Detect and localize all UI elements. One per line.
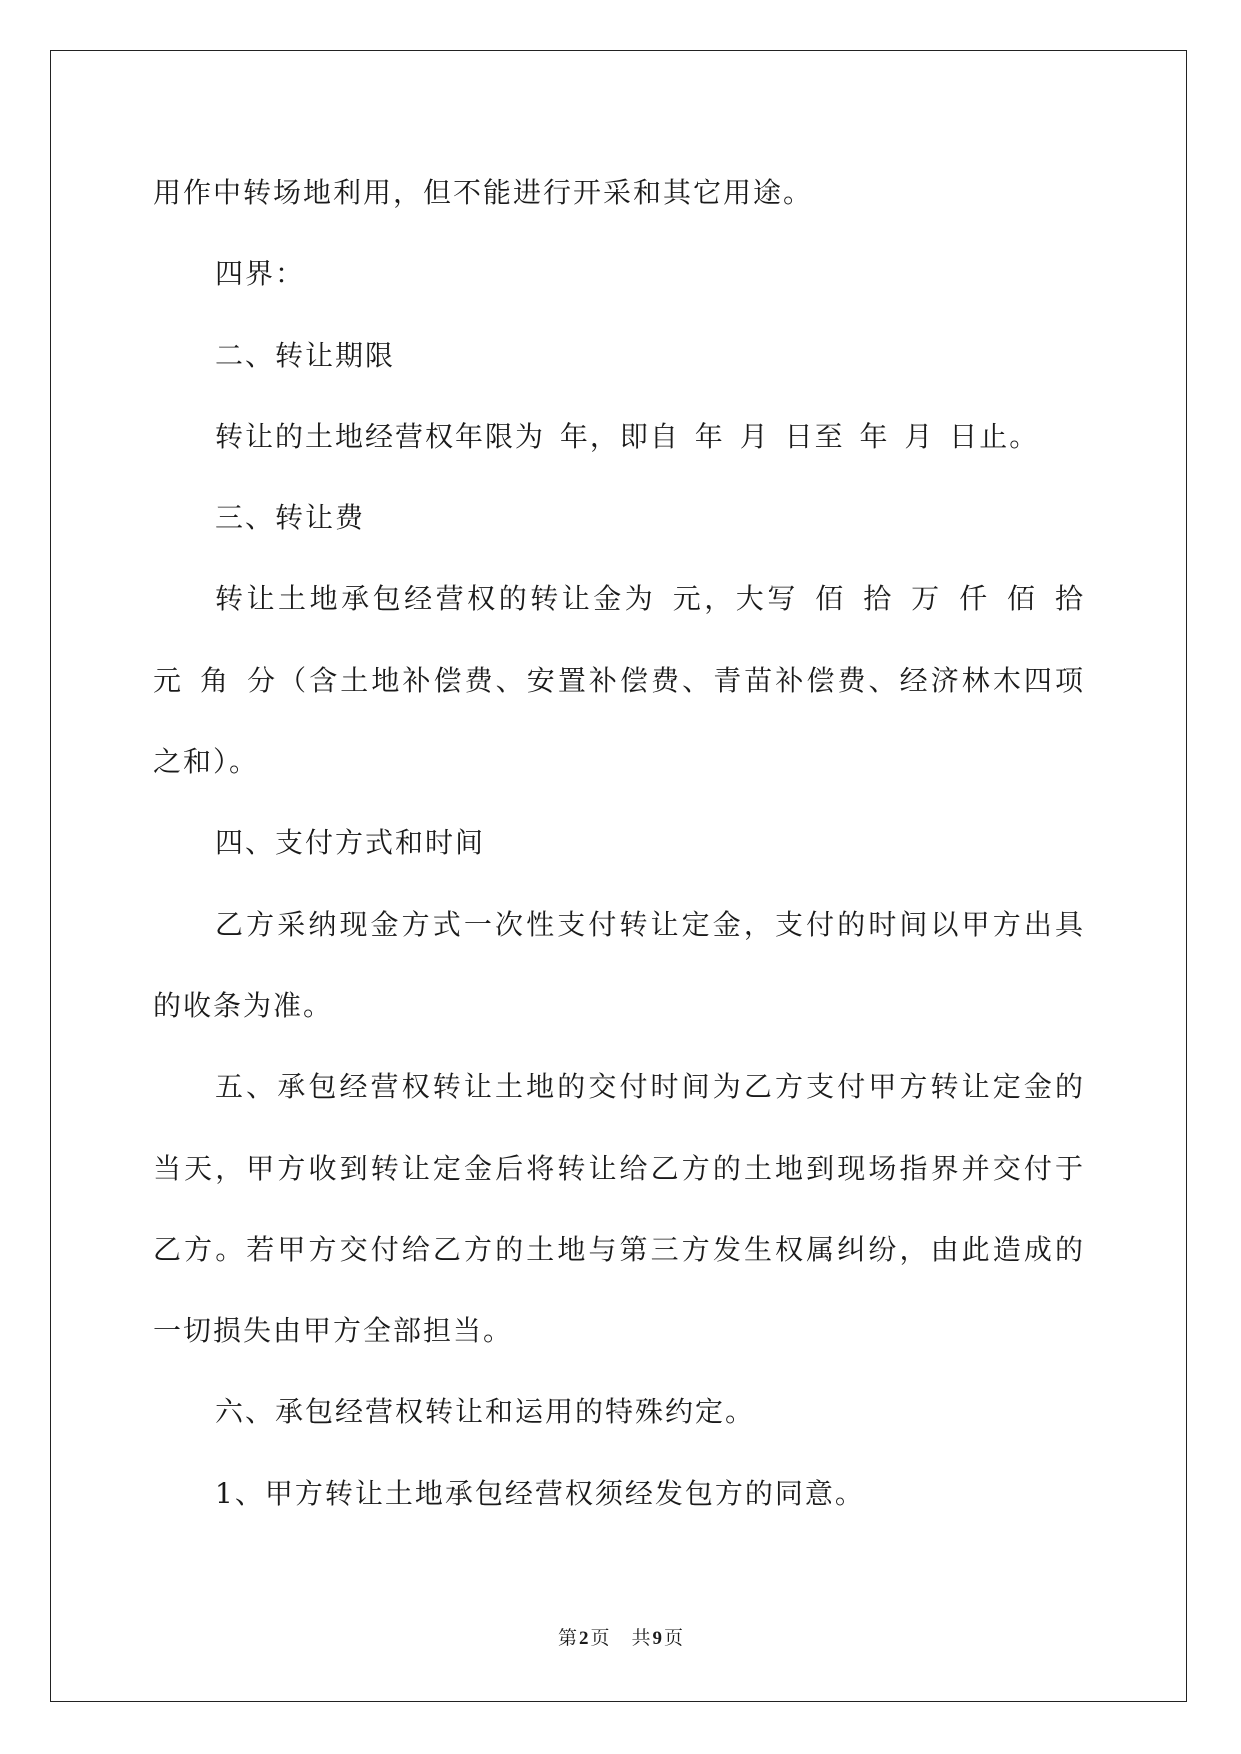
delivery-paragraph-line: 当天，甲方收到转让定金后将转让给乙方的土地到现场指界并交付于 [153,1151,1085,1185]
section-heading-fee: 三、转让费 [215,501,366,535]
section-heading-payment: 四、支付方式和时间 [215,826,486,860]
section-heading-special-terms: 六、承包经营权转让和运用的特殊约定。 [215,1395,756,1429]
delivery-paragraph-line: 五、承包经营权转让土地的交付时间为乙方支付甲方转让定金的 [215,1070,1085,1104]
delivery-paragraph-line: 一切损失由甲方全部担当。 [153,1314,514,1348]
delivery-paragraph-line: 乙方。若甲方交付给乙方的土地与第三方发生权属纠纷，由此造成的 [153,1232,1085,1266]
page-number-suffix: 页 [590,1627,610,1649]
document-body [153,152,1085,1534]
term-paragraph-line: 转让的土地经营权年限为 年，即自 年 月 日至 年 月 日止。 [215,419,1040,453]
section-heading-term: 二、转让期限 [215,338,396,372]
total-pages-number: 9 [652,1628,663,1649]
current-page-number: 2 [578,1628,589,1649]
continued-text-line: 用作中转场地利用，但不能进行开采和其它用途。 [153,176,814,209]
payment-paragraph-line: 乙方采纳现金方式一次性支付转让定金，支付的时间以甲方出具 [215,907,1085,941]
page-footer [0,1625,1241,1652]
total-pages-prefix: 共 [631,1627,651,1649]
page-number-prefix: 第 [557,1627,577,1649]
payment-paragraph-line: 的收条为准。 [153,988,334,1022]
total-pages-suffix: 页 [664,1627,684,1649]
fee-paragraph-line: 转让土地承包经营权的转让金为 元，大写 佰 拾 万 仟 佰 拾 [215,582,1085,616]
fee-paragraph-line: 之和）。 [153,745,260,779]
fee-paragraph-line: 元 角 分（含土地补偿费、安置补偿费、青苗补偿费、经济林木四项 [153,663,1085,697]
boundary-label: 四界： [215,257,306,291]
special-terms-item: 1、甲方转让土地承包经营权须经发包方的同意。 [215,1476,865,1510]
